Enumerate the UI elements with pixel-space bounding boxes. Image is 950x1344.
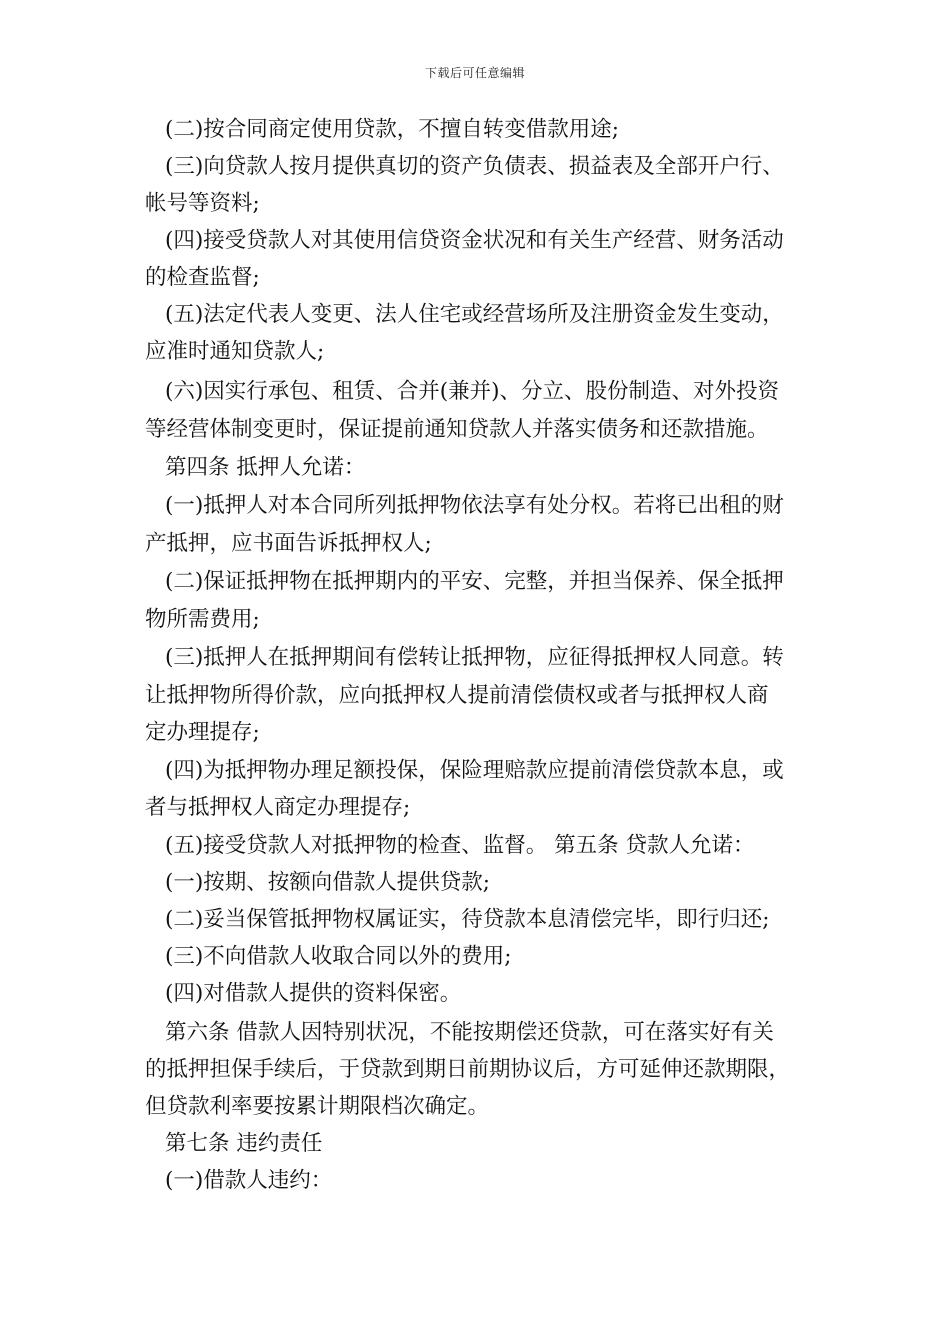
text-line: (三)抵押人在抵押期间有偿转让抵押物，应征得抵押权人同意。转: [165, 645, 784, 670]
text-line: (二)按合同商定使用贷款，不擅自转变借款用途;: [165, 117, 620, 142]
text-line: 但贷款利率要按累计期限档次确定。: [145, 1094, 490, 1119]
text-line: 的抵押担保手续后，于贷款到期日前期协议后，方可延伸还款期限，: [145, 1057, 791, 1082]
text-line: 产抵押，应书面告诉抵押权人;: [145, 531, 432, 556]
text-line: (四)为抵押物办理足额投保，保险理赔款应提前清偿贷款本息，或: [165, 758, 784, 783]
text-line: (一)抵押人对本合同所列抵押物依法享有处分权。若将已出租的财: [165, 493, 784, 518]
text-line: 等经营体制变更时，保证提前通知贷款人并落实债务和还款措施。: [145, 417, 769, 442]
text-line: 物所需费用;: [145, 607, 260, 632]
text-line: (五)接受贷款人对抵押物的检查、监督。 第五条 贷款人允诺：: [165, 833, 755, 858]
text-line: (四)接受贷款人对其使用信贷资金状况和有关生产经营、财务活动: [165, 228, 784, 253]
text-line: (四)对借款人提供的资料保密。: [165, 981, 462, 1006]
page-header: 下载后可任意编辑: [424, 66, 525, 80]
text-line: 者与抵押权人商定办理提存;: [145, 795, 411, 820]
text-line: 帐号等资料;: [145, 191, 260, 216]
text-line: (一)按期、按额向借款人提供贷款;: [165, 870, 491, 895]
text-line: (三)不向借款人收取合同以外的费用;: [165, 944, 512, 969]
text-line: 定办理提存;: [145, 720, 260, 745]
text-line: (二)妥当保管抵押物权属证实，待贷款本息清偿完毕，即行归还;: [165, 907, 770, 932]
text-line: (三)向贷款人按月提供真切的资产负债表、损益表及全部开户行、: [165, 154, 784, 179]
article-heading: 第七条 违约责任: [165, 1131, 323, 1156]
text-line: 应准时通知贷款人;: [145, 339, 325, 364]
article-heading: 第四条 抵押人允诺：: [165, 455, 366, 480]
text-line: 让抵押物所得价款，应向抵押权人提前清偿债权或者与抵押权人商: [145, 683, 769, 708]
text-line: 的检查监督;: [145, 265, 260, 290]
text-line: (二)保证抵押物在抵押期内的平安、完整，并担当保养、保全抵押: [165, 569, 784, 594]
article-heading: 第六条 借款人因特别状况，不能按期偿还贷款，可在落实好有关: [165, 1020, 774, 1045]
text-line: (六)因实行承包、租赁、合并(兼并)、分立、股份制造、对外投资: [165, 379, 780, 404]
text-line: (五)法定代表人变更、法人住宅或经营场所及注册资金发生变动，: [165, 302, 784, 327]
text-line: (一)借款人违约：: [165, 1168, 333, 1193]
